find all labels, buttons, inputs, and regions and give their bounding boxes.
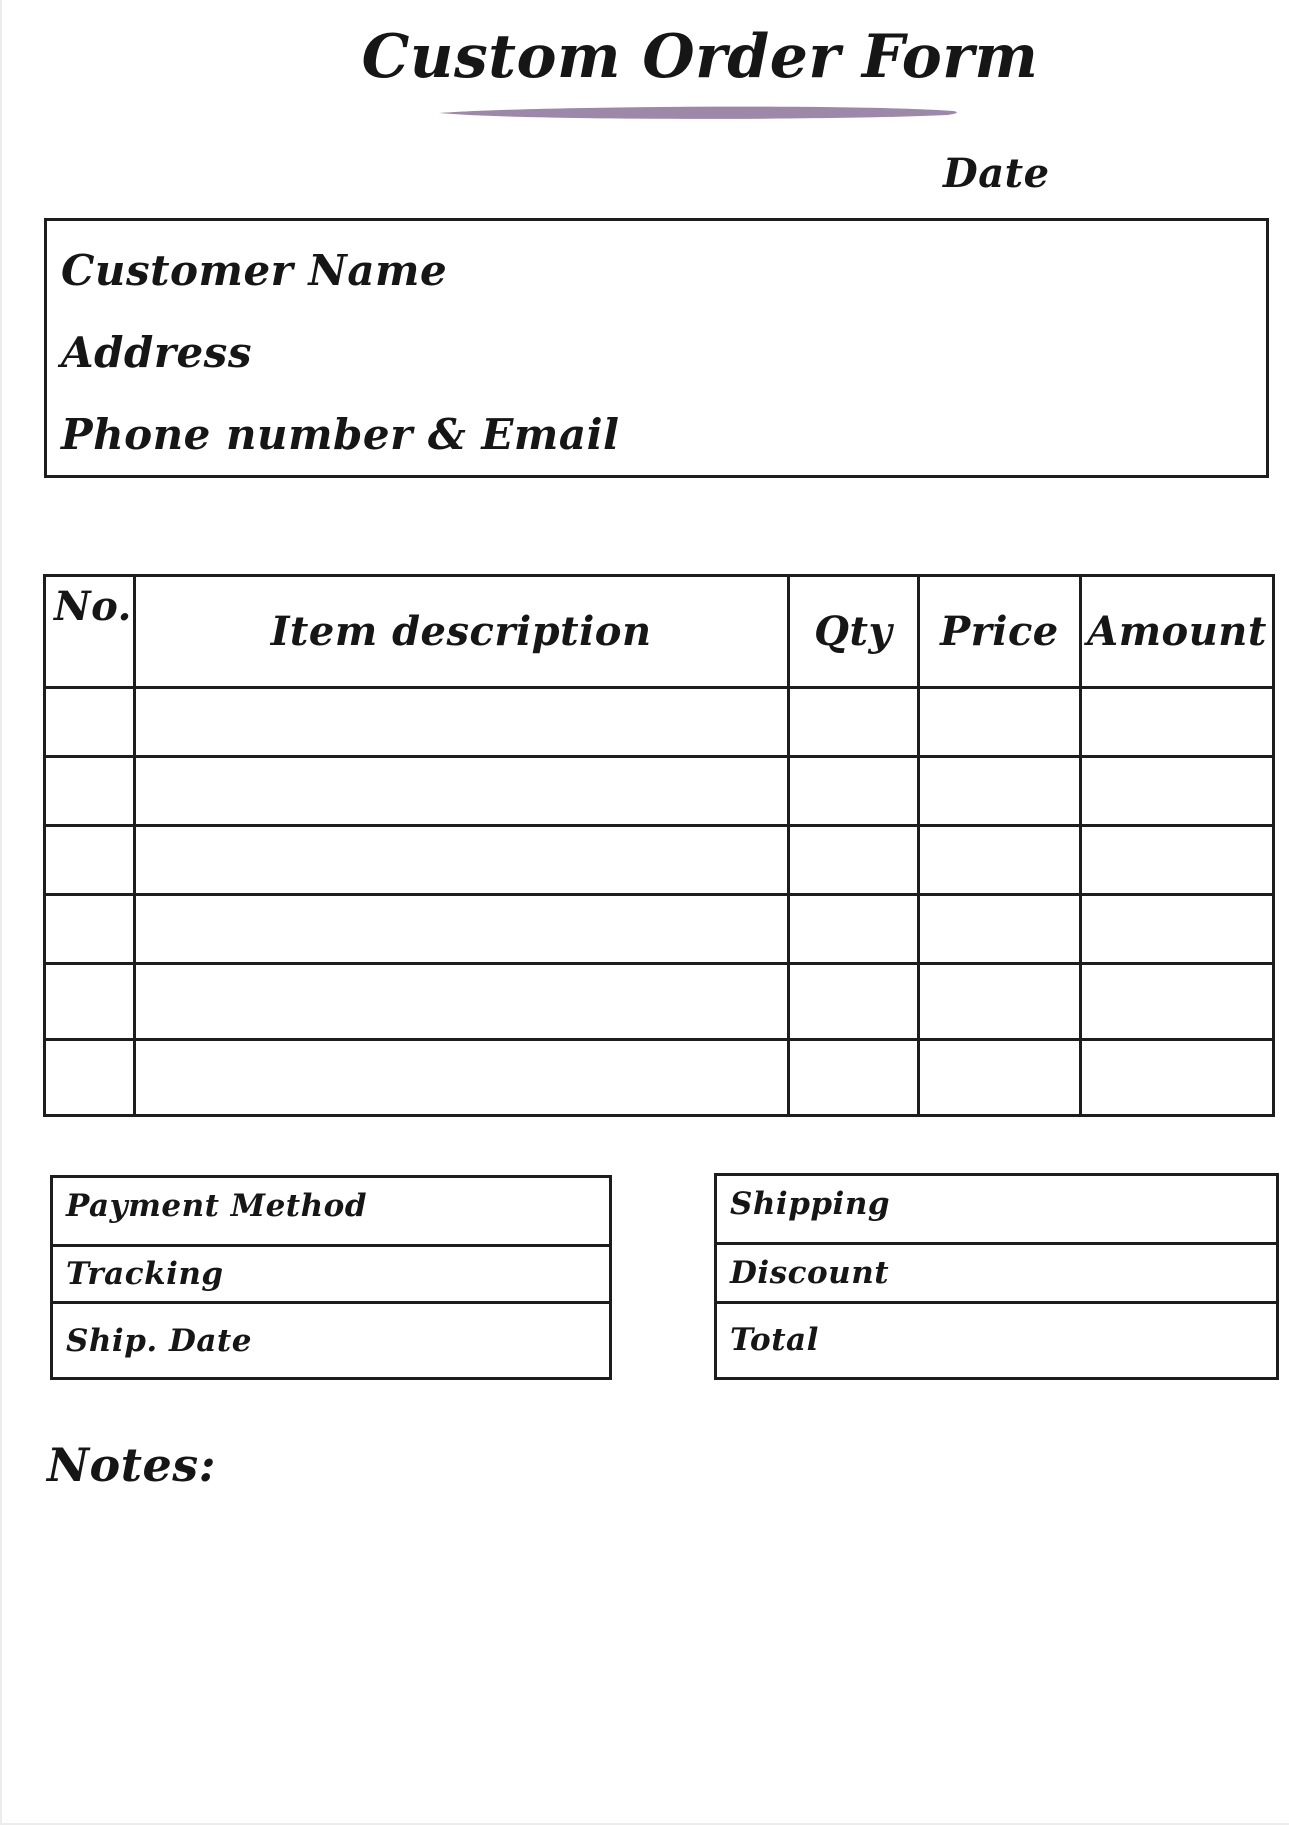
- item-cell[interactable]: [134, 757, 788, 826]
- column-header-item-description: Item description: [134, 576, 788, 688]
- item-cell[interactable]: [1081, 895, 1274, 964]
- item-cell[interactable]: [45, 757, 135, 826]
- column-header-amount: Amount: [1081, 576, 1274, 688]
- item-cell[interactable]: [134, 964, 788, 1040]
- address-field[interactable]: [61, 311, 1266, 393]
- notes-area[interactable]: [47, 1438, 1247, 1778]
- item-cell[interactable]: [1081, 1040, 1274, 1116]
- item-row: [45, 895, 1274, 964]
- total-row[interactable]: [717, 1301, 1276, 1377]
- item-cell[interactable]: [45, 688, 135, 757]
- item-cell[interactable]: [788, 964, 918, 1040]
- column-header-price: Price: [918, 576, 1080, 688]
- ship-date-row[interactable]: [53, 1301, 609, 1377]
- form-header: [109, 24, 1289, 90]
- item-cell[interactable]: [134, 1040, 788, 1116]
- notes-label: Notes:: [47, 1438, 217, 1492]
- item-cell[interactable]: [918, 1040, 1080, 1116]
- item-row: [45, 1040, 1274, 1116]
- total-label: Total: [730, 1322, 819, 1359]
- item-cell[interactable]: [918, 688, 1080, 757]
- item-cell[interactable]: [134, 895, 788, 964]
- item-cell[interactable]: [918, 964, 1080, 1040]
- item-cell[interactable]: [45, 964, 135, 1040]
- item-cell[interactable]: [918, 895, 1080, 964]
- item-cell[interactable]: [1081, 964, 1274, 1040]
- customer-info-box: [44, 218, 1269, 478]
- item-cell[interactable]: [1081, 826, 1274, 895]
- items-table-header-row: [45, 576, 1274, 688]
- item-cell[interactable]: [134, 688, 788, 757]
- address-label: Address: [61, 327, 252, 377]
- ship-date-label: Ship. Date: [66, 1322, 252, 1359]
- item-cell[interactable]: [788, 826, 918, 895]
- shipping-label: Shipping: [730, 1186, 891, 1222]
- item-cell[interactable]: [788, 688, 918, 757]
- payment-method-row[interactable]: [53, 1178, 609, 1244]
- discount-row[interactable]: [717, 1242, 1276, 1300]
- item-cell[interactable]: [918, 757, 1080, 826]
- discount-label: Discount: [730, 1254, 890, 1291]
- payment-summary-box: [50, 1175, 612, 1380]
- phone-email-field[interactable]: [61, 393, 1266, 475]
- item-cell[interactable]: [1081, 757, 1274, 826]
- item-row: [45, 757, 1274, 826]
- column-header-no: No.: [45, 576, 135, 688]
- tracking-row[interactable]: [53, 1244, 609, 1302]
- items-table: [43, 574, 1275, 1117]
- date-label: Date: [943, 150, 1050, 197]
- customer-name-field[interactable]: [61, 229, 1266, 311]
- items-table-body: [45, 688, 1274, 1116]
- item-cell[interactable]: [134, 826, 788, 895]
- item-row: [45, 964, 1274, 1040]
- item-row: [45, 826, 1274, 895]
- shipping-row[interactable]: [717, 1176, 1276, 1242]
- tracking-label: Tracking: [66, 1256, 224, 1292]
- customer-name-label: Customer Name: [61, 245, 448, 295]
- item-cell[interactable]: [788, 895, 918, 964]
- item-cell[interactable]: [788, 757, 918, 826]
- item-row: [45, 688, 1274, 757]
- payment-method-label: Payment Method: [66, 1188, 368, 1224]
- item-cell[interactable]: [45, 895, 135, 964]
- totals-summary-box: [714, 1173, 1279, 1380]
- item-cell[interactable]: [1081, 688, 1274, 757]
- item-cell[interactable]: [45, 1040, 135, 1116]
- item-cell[interactable]: [788, 1040, 918, 1116]
- item-cell[interactable]: [918, 826, 1080, 895]
- phone-email-label: Phone number & Email: [61, 409, 620, 459]
- page-title: Custom Order Form: [361, 22, 1039, 92]
- title-underline-brush-stroke: [437, 103, 961, 123]
- item-cell[interactable]: [45, 826, 135, 895]
- column-header-qty: Qty: [788, 576, 918, 688]
